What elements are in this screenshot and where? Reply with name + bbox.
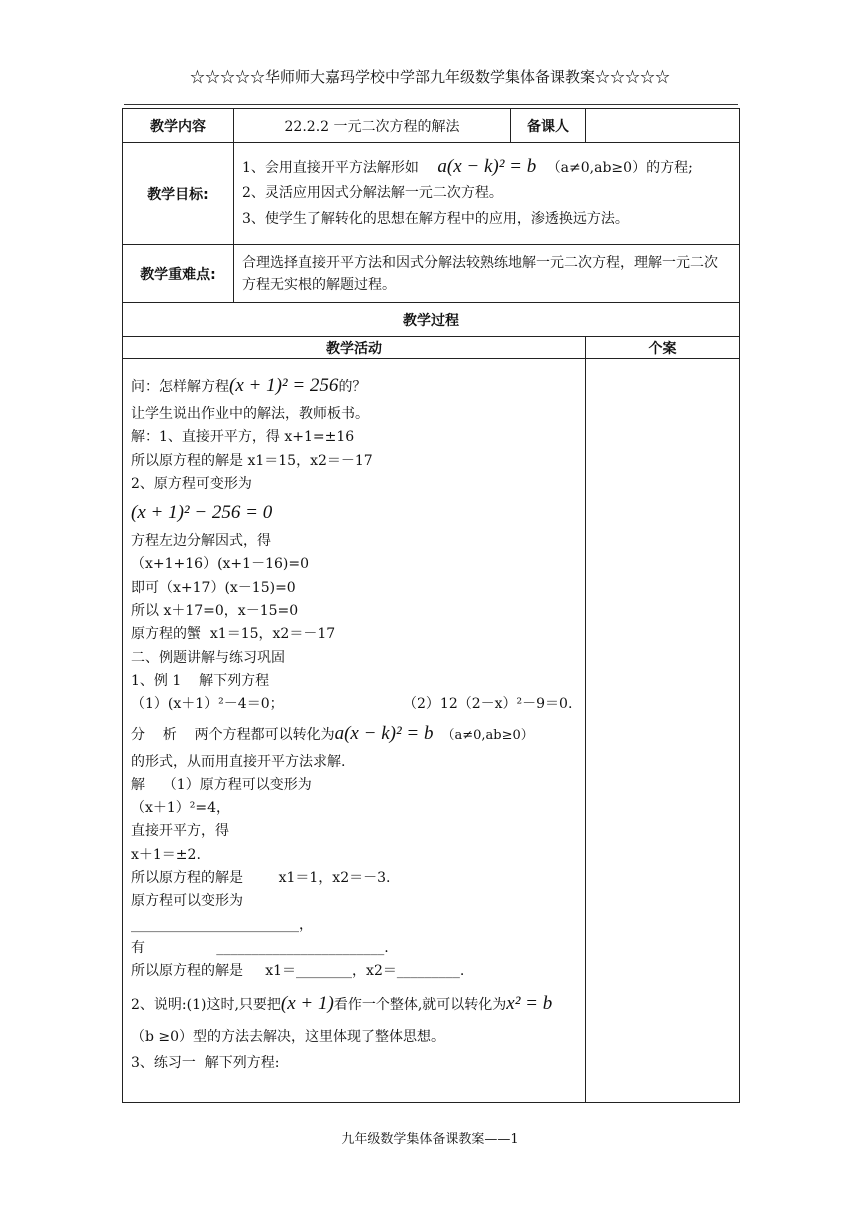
activity-line: （x+1+16）(x+1－16)=0 [131, 556, 309, 573]
activity-blank-line: 有 ________________________. [131, 939, 389, 956]
activity-blank-line: ________________________， [131, 916, 313, 933]
activity-line: （1）(x＋1）²－4＝0； （2）12（2－x）²－9＝0. [131, 696, 573, 713]
case-column-cell [586, 359, 740, 1103]
activity-line: x＋1＝±2. [131, 846, 201, 863]
activity-line: 让学生说出作业中的解法，教师板书。 [131, 406, 369, 422]
difficulties-label: 教学重难点: [123, 245, 234, 303]
objective-1-suffix: （a≠0,ab≥0）的方程; [546, 159, 693, 176]
activity-line: 二、例题讲解与练习巩固 [131, 649, 285, 666]
activity-line: 2、说明:(1)这时,只要把(x + 1)看作一个整体,就可以转化为x² = b [131, 992, 553, 1014]
objective-3: 3、使学生了解转化的思想在解方程中的应用，渗透换远方法。 [242, 210, 629, 227]
activity-line: 分 析 两个方程都可以转化为a(x − k)² = b （a≠0,ab≥0） [131, 722, 534, 744]
activity-line: 3、练习一 解下列方程: [131, 1054, 280, 1071]
info-row [123, 109, 740, 143]
activity-line: 方程左边分解因式，得 [131, 533, 271, 550]
difficulties-row [123, 245, 740, 303]
activity-line: 解：1、直接开平方，得 x+1=±16 [131, 429, 355, 446]
process-title: 教学过程 [123, 303, 740, 337]
page-header-title: ☆☆☆☆☆华师师大嘉玛学校中学部九年级数学集体备课教案☆☆☆☆☆ [189, 68, 670, 86]
activity-line: （x＋1）²=4， [131, 800, 231, 817]
activity-line: 2、原方程可变形为 [131, 475, 252, 492]
activity-line: 原方程可以变形为 [131, 893, 243, 910]
objectives-label: 教学目标: [123, 143, 234, 245]
process-title-row [123, 303, 740, 337]
objective-1 [242, 155, 731, 181]
preparer-value [586, 109, 740, 143]
activity-blank-line: 所以原方程的解是 x1＝________，x2＝_________. [131, 963, 465, 980]
activity-line: 直接开平方，得 [131, 823, 229, 840]
objectives-content [234, 143, 740, 245]
objective-1-formula: a(x − k)² = b [437, 155, 537, 177]
objectives-row [123, 143, 740, 245]
activity-line: 的形式，从而用直接开平方法求解. [131, 753, 346, 770]
activity-column-header: 教学活动 [123, 337, 586, 359]
content-value: 22.2.2 一元二次方程的解法 [234, 109, 511, 143]
header-rule [124, 104, 738, 105]
preparer-label: 备课人 [511, 109, 586, 143]
case-column-header: 个案 [586, 337, 740, 359]
process-body-row [123, 359, 740, 1103]
activity-line: 所以原方程的解是 x1＝15，x2＝－17 [131, 452, 373, 469]
activity-line: 所以 x＋17=0，x－15=0 [131, 603, 299, 620]
page-footer: 九年级数学集体备课教案——1 [341, 1132, 519, 1147]
difficulties-text: 合理选择直接开平方法和因式分解法较熟练地解一元二次方程，理解一元二次方程无实根的解题过程。 [234, 245, 740, 303]
teaching-activity-cell [123, 359, 586, 1103]
activity-line: 问：怎样解方程(x + 1)² = 256的？ [131, 375, 367, 396]
objective-1-prefix: 1、会用直接开平方法解形如 [242, 159, 419, 176]
lesson-plan-table [122, 108, 740, 1103]
activity-line: 所以原方程的解是 x1＝1，x2＝－3. [131, 870, 391, 887]
activity-line: 1、例 1 解下列方程 [131, 672, 270, 689]
activity-line: （b ≥0）型的方法去解决，这里体现了整体思想。 [131, 1028, 446, 1045]
activity-line: 解 （1）原方程可以变形为 [131, 776, 312, 793]
objective-2: 2、灵活应用因式分解法解一元二次方程。 [242, 184, 503, 201]
process-header-row [123, 337, 740, 359]
content-label: 教学内容 [123, 109, 234, 143]
activity-line: 即可（x+17）(x－15)=0 [131, 579, 296, 596]
activity-formula-line: (x + 1)² − 256 = 0 [131, 502, 273, 524]
activity-line: 原方程的蟹 x1＝15，x2＝－17 [131, 626, 336, 643]
